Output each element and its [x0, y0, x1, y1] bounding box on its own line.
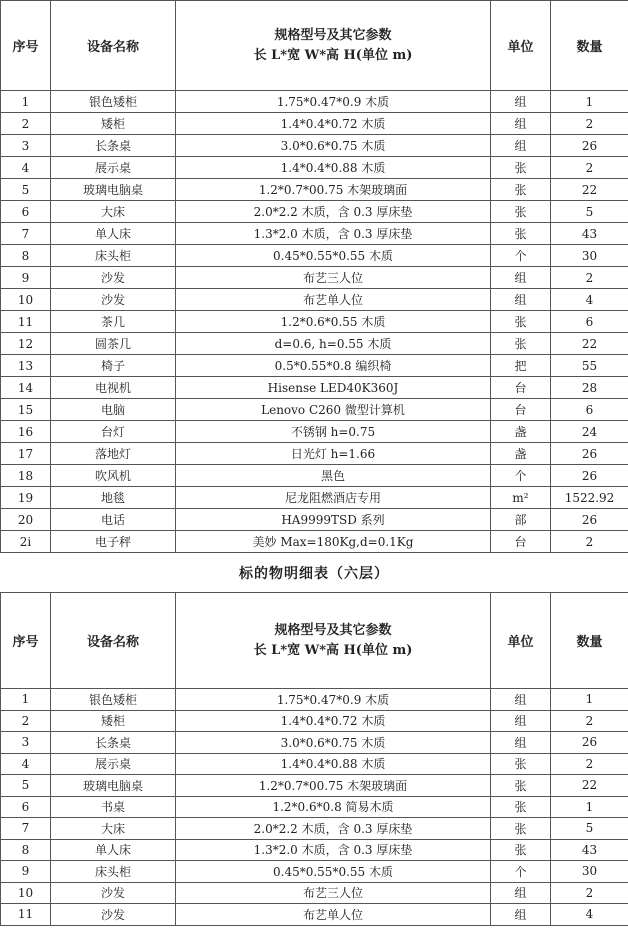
table-header-row [1, 1, 628, 91]
table-row [1, 732, 628, 754]
table-body [1, 91, 628, 553]
cell-unit: 组 [491, 289, 551, 311]
cell-seq: 6 [1, 796, 51, 818]
cell-unit: 把 [491, 355, 551, 377]
cell-qty: 22 [551, 333, 628, 355]
cell-seq: 11 [1, 311, 51, 333]
table-row [1, 157, 628, 179]
cell-seq: 8 [1, 839, 51, 861]
header-unit: 单位 [491, 1, 551, 91]
cell-unit: 台 [491, 377, 551, 399]
cell-seq: 10 [1, 289, 51, 311]
cell-name: 长条桌 [51, 732, 176, 754]
table-row [1, 91, 628, 113]
cell-spec: 0.45*0.55*0.55 木质 [176, 861, 491, 883]
cell-qty: 26 [551, 732, 628, 754]
table-row [1, 355, 628, 377]
cell-name: 电视机 [51, 377, 176, 399]
cell-name: 玻璃电脑桌 [51, 775, 176, 797]
header-spec-line2: 长 L*宽 W*高 H(单位 m) [253, 642, 413, 658]
cell-name: 大床 [51, 201, 176, 223]
cell-name: 电子秤 [51, 531, 176, 553]
cell-seq: 14 [1, 377, 51, 399]
cell-qty: 2 [551, 531, 628, 553]
cell-name: 矮柜 [51, 710, 176, 732]
cell-spec: 1.2*0.7*00.75 木架玻璃面 [176, 179, 491, 201]
table-row [1, 904, 628, 926]
cell-seq: 1 [1, 91, 51, 113]
cell-name: 地毯 [51, 487, 176, 509]
table-row [1, 113, 628, 135]
cell-unit: 盏 [491, 421, 551, 443]
cell-qty: 26 [551, 509, 628, 531]
cell-qty: 1522.92 [551, 487, 628, 509]
table-row [1, 333, 628, 355]
table-row [1, 311, 628, 333]
cell-spec: 布艺单人位 [176, 289, 491, 311]
table-row [1, 818, 628, 840]
header-spec [176, 593, 491, 689]
table-row [1, 861, 628, 883]
cell-unit: 张 [491, 201, 551, 223]
cell-seq: 6 [1, 201, 51, 223]
cell-unit: 张 [491, 157, 551, 179]
cell-unit: 组 [491, 732, 551, 754]
cell-spec: 1.4*0.4*0.88 木质 [176, 753, 491, 775]
cell-unit: 组 [491, 689, 551, 711]
header-name: 设备名称 [51, 1, 176, 91]
table-row [1, 421, 628, 443]
cell-qty: 22 [551, 775, 628, 797]
header-qty: 数量 [551, 593, 628, 689]
cell-seq: 9 [1, 267, 51, 289]
cell-spec: 1.75*0.47*0.9 木质 [176, 91, 491, 113]
cell-spec: Lenovo C260 微型计算机 [176, 399, 491, 421]
cell-seq: 7 [1, 223, 51, 245]
cell-qty: 1 [551, 796, 628, 818]
cell-unit: 张 [491, 839, 551, 861]
cell-seq: 11 [1, 904, 51, 926]
cell-seq: 3 [1, 135, 51, 157]
cell-spec: 美妙 Max=180Kg,d=0.1Kg [176, 531, 491, 553]
cell-seq: 15 [1, 399, 51, 421]
table-row [1, 487, 628, 509]
cell-qty: 26 [551, 465, 628, 487]
cell-spec: 0.5*0.55*0.8 编织椅 [176, 355, 491, 377]
cell-name: 长条桌 [51, 135, 176, 157]
cell-unit: 盏 [491, 443, 551, 465]
cell-spec: 日光灯 h=1.66 [176, 443, 491, 465]
cell-unit: 组 [491, 91, 551, 113]
cell-name: 展示桌 [51, 157, 176, 179]
cell-name: 银色矮柜 [51, 91, 176, 113]
cell-name: 单人床 [51, 223, 176, 245]
table-row [1, 509, 628, 531]
cell-seq: 2 [1, 113, 51, 135]
cell-qty: 55 [551, 355, 628, 377]
cell-spec: 2.0*2.2 木质，含 0.3 厚床垫 [176, 818, 491, 840]
table-row [1, 882, 628, 904]
cell-unit: 组 [491, 267, 551, 289]
cell-qty: 22 [551, 179, 628, 201]
cell-qty: 5 [551, 201, 628, 223]
cell-spec: 1.4*0.4*0.72 木质 [176, 113, 491, 135]
header-seq: 序号 [1, 593, 51, 689]
cell-spec: 1.2*0.7*00.75 木架玻璃面 [176, 775, 491, 797]
header-qty: 数量 [551, 1, 628, 91]
cell-name: 大床 [51, 818, 176, 840]
cell-qty: 30 [551, 245, 628, 267]
cell-spec: 3.0*0.6*0.75 木质 [176, 135, 491, 157]
cell-name: 矮柜 [51, 113, 176, 135]
header-spec-line1: 规格型号及其它参数 [274, 622, 392, 638]
table-row [1, 710, 628, 732]
cell-unit: 组 [491, 710, 551, 732]
cell-name: 电脑 [51, 399, 176, 421]
cell-seq: 18 [1, 465, 51, 487]
table-row [1, 839, 628, 861]
header-seq: 序号 [1, 1, 51, 91]
cell-unit: 张 [491, 796, 551, 818]
cell-name: 沙发 [51, 267, 176, 289]
cell-unit: m² [491, 487, 551, 509]
table-body [1, 689, 628, 926]
cell-unit: 张 [491, 818, 551, 840]
cell-seq: 10 [1, 882, 51, 904]
table-row [1, 267, 628, 289]
cell-name: 床头柜 [51, 861, 176, 883]
cell-name: 沙发 [51, 882, 176, 904]
cell-seq: 13 [1, 355, 51, 377]
cell-unit: 个 [491, 245, 551, 267]
cell-spec: HA9999TSD 系列 [176, 509, 491, 531]
cell-spec: 0.45*0.55*0.55 木质 [176, 245, 491, 267]
cell-seq: 5 [1, 179, 51, 201]
cell-spec: 3.0*0.6*0.75 木质 [176, 732, 491, 754]
cell-unit: 张 [491, 179, 551, 201]
cell-qty: 1 [551, 689, 628, 711]
cell-seq: 4 [1, 157, 51, 179]
cell-unit: 张 [491, 223, 551, 245]
cell-name: 沙发 [51, 289, 176, 311]
cell-unit: 张 [491, 311, 551, 333]
header-spec [176, 1, 491, 91]
table-header-row [1, 593, 628, 689]
table-row [1, 399, 628, 421]
cell-unit: 组 [491, 904, 551, 926]
cell-name: 椅子 [51, 355, 176, 377]
cell-unit: 组 [491, 135, 551, 157]
cell-qty: 2 [551, 113, 628, 135]
cell-seq: 16 [1, 421, 51, 443]
table-row [1, 753, 628, 775]
cell-seq: 2i [1, 531, 51, 553]
table-row [1, 689, 628, 711]
cell-qty: 24 [551, 421, 628, 443]
cell-seq: 9 [1, 861, 51, 883]
table-row [1, 223, 628, 245]
cell-spec: 布艺单人位 [176, 904, 491, 926]
header-spec-line1: 规格型号及其它参数 [274, 27, 392, 43]
header-spec-line2: 长 L*宽 W*高 H(单位 m) [253, 47, 413, 63]
cell-name: 沙发 [51, 904, 176, 926]
cell-qty: 6 [551, 311, 628, 333]
cell-qty: 6 [551, 399, 628, 421]
cell-seq: 7 [1, 818, 51, 840]
cell-name: 电话 [51, 509, 176, 531]
cell-spec: Hisense LED40K360J [176, 377, 491, 399]
cell-spec: 1.4*0.4*0.72 木质 [176, 710, 491, 732]
cell-unit: 台 [491, 399, 551, 421]
cell-qty: 2 [551, 882, 628, 904]
table-row [1, 377, 628, 399]
cell-seq: 19 [1, 487, 51, 509]
cell-spec: 1.2*0.6*0.8 简易木质 [176, 796, 491, 818]
cell-qty: 43 [551, 223, 628, 245]
cell-qty: 4 [551, 904, 628, 926]
cell-qty: 5 [551, 818, 628, 840]
table-row [1, 531, 628, 553]
cell-unit: 张 [491, 333, 551, 355]
cell-seq: 2 [1, 710, 51, 732]
cell-unit: 组 [491, 882, 551, 904]
cell-spec: 不锈钢 h=0.75 [176, 421, 491, 443]
cell-seq: 8 [1, 245, 51, 267]
cell-qty: 43 [551, 839, 628, 861]
cell-spec: 1.75*0.47*0.9 木质 [176, 689, 491, 711]
cell-seq: 4 [1, 753, 51, 775]
table-row [1, 201, 628, 223]
cell-name: 落地灯 [51, 443, 176, 465]
table-row [1, 443, 628, 465]
cell-spec: 1.4*0.4*0.88 木质 [176, 157, 491, 179]
cell-unit: 组 [491, 113, 551, 135]
cell-qty: 26 [551, 443, 628, 465]
cell-spec: 1.2*0.6*0.55 木质 [176, 311, 491, 333]
cell-unit: 个 [491, 465, 551, 487]
cell-seq: 5 [1, 775, 51, 797]
cell-seq: 12 [1, 333, 51, 355]
cell-name: 茶几 [51, 311, 176, 333]
cell-spec: 1.3*2.0 木质，含 0.3 厚床垫 [176, 223, 491, 245]
cell-unit: 张 [491, 775, 551, 797]
cell-qty: 2 [551, 157, 628, 179]
cell-seq: 20 [1, 509, 51, 531]
table-row [1, 179, 628, 201]
table-row [1, 289, 628, 311]
cell-spec: 1.3*2.0 木质，含 0.3 厚床垫 [176, 839, 491, 861]
cell-seq: 17 [1, 443, 51, 465]
cell-qty: 28 [551, 377, 628, 399]
cell-qty: 2 [551, 753, 628, 775]
table-row [1, 465, 628, 487]
cell-qty: 26 [551, 135, 628, 157]
cell-name: 玻璃电脑桌 [51, 179, 176, 201]
equipment-table-2 [0, 592, 628, 926]
cell-qty: 2 [551, 267, 628, 289]
header-name: 设备名称 [51, 593, 176, 689]
cell-unit: 台 [491, 531, 551, 553]
cell-seq: 3 [1, 732, 51, 754]
cell-spec: 2.0*2.2 木质，含 0.3 厚床垫 [176, 201, 491, 223]
cell-name: 单人床 [51, 839, 176, 861]
cell-qty: 30 [551, 861, 628, 883]
cell-qty: 4 [551, 289, 628, 311]
table-row [1, 135, 628, 157]
cell-name: 展示桌 [51, 753, 176, 775]
cell-name: 床头柜 [51, 245, 176, 267]
table-row [1, 775, 628, 797]
table-row [1, 796, 628, 818]
cell-unit: 张 [491, 753, 551, 775]
cell-spec: 黑色 [176, 465, 491, 487]
cell-name: 圆茶几 [51, 333, 176, 355]
section-subtitle: 标的物明细表（六层） [239, 566, 389, 582]
cell-name: 书桌 [51, 796, 176, 818]
cell-seq: 1 [1, 689, 51, 711]
cell-unit: 个 [491, 861, 551, 883]
cell-spec: 尼龙阻燃酒店专用 [176, 487, 491, 509]
cell-unit: 部 [491, 509, 551, 531]
table-row [1, 245, 628, 267]
cell-name: 吹风机 [51, 465, 176, 487]
cell-spec: d=0.6, h=0.55 木质 [176, 333, 491, 355]
cell-name: 台灯 [51, 421, 176, 443]
cell-name: 银色矮柜 [51, 689, 176, 711]
cell-qty: 2 [551, 710, 628, 732]
cell-spec: 布艺三人位 [176, 882, 491, 904]
cell-spec: 布艺三人位 [176, 267, 491, 289]
cell-qty: 1 [551, 91, 628, 113]
header-unit: 单位 [491, 593, 551, 689]
